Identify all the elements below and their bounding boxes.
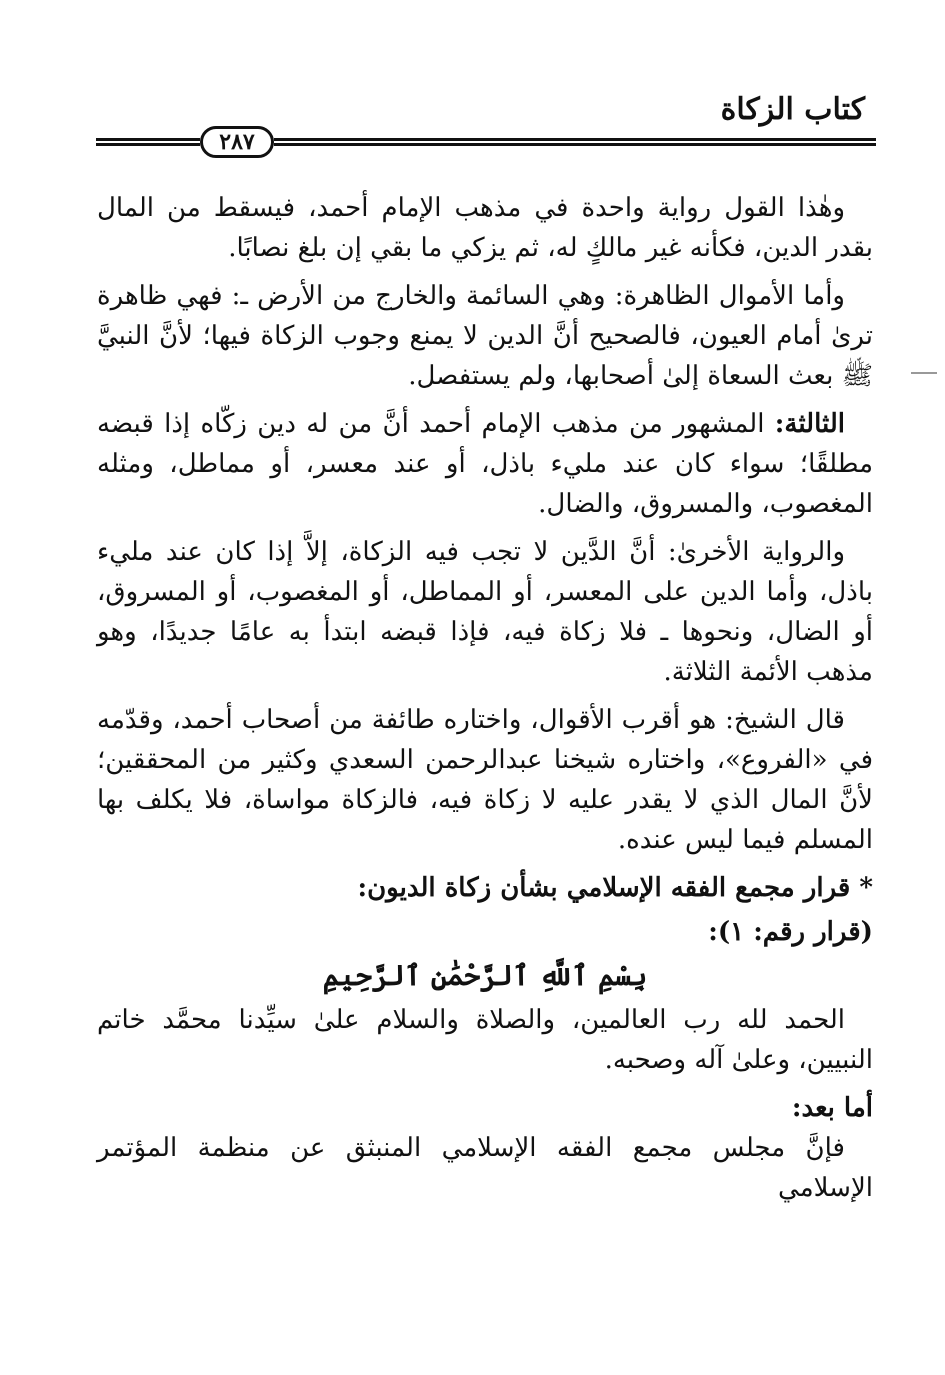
praise-paragraph — [97, 1000, 873, 1080]
paragraph-4 — [97, 532, 873, 692]
paragraph-3 — [97, 404, 873, 524]
page-number: ٢٨٧ — [200, 126, 274, 158]
paragraph-text: وهٰذا القول رواية واحدة في مذهب الإمام أحمد، فيسقط من المال بقدر الدين، فكأنه غير مالكٍ له، ثم يزكي ما بقي إن بلغ نصابًا. — [97, 193, 873, 263]
page-body — [97, 188, 873, 1216]
paragraph-1 — [97, 188, 873, 268]
paragraph-text: المشهور من مذهب الإمام أحمد أنَّ من له دين زكّاه إذا قبضه مطلقًا؛ سواء كان عند مليء باذل، أو عند معسر، أو مماطل، ومثله المغصوب، والمسروق، والضال. — [97, 409, 873, 519]
paragraph-text: فإنَّ مجلس مجمع الفقه الإسلامي المنبثق عن منظمة المؤتمر الإسلامي — [97, 1133, 873, 1203]
closing-paragraph — [97, 1128, 873, 1208]
amma-baad: أما بعد: — [791, 1093, 873, 1123]
basmala: بِسْمِ ٱللَّهِ ٱلرَّحْمَٰنِ ٱلرَّحِيمِ — [322, 959, 648, 992]
paragraph-text: الحمد لله رب العالمين، والصلاة والسلام علىٰ سيِّدنا محمَّد خاتم النبيين، وعلىٰ آله وصحبه. — [97, 1005, 873, 1075]
paragraph-lead: الثالثة: — [774, 409, 845, 439]
decision-number: (قرار رقم: ١): — [708, 917, 873, 947]
section-heading: * قرار مجمع الفقه الإسلامي بشأن زكاة الديون: — [357, 873, 873, 903]
header-rule-left — [96, 138, 200, 146]
header-rule — [96, 126, 876, 162]
header-rule-right — [274, 138, 876, 146]
paragraph-text: قال الشيخ: هو أقرب الأقوال، واختاره طائفة من أصحاب أحمد، وقدّمه في «الفروع»، واختاره شيخنا عبدالرحمن السعدي وكثير من المحققين؛ لأنَّ المال الذي لا يقدر عليه لا زكاة فيه، فالزكاة مواساة، فلا يكلف بها المسلم فيما ليس عنده. — [97, 705, 873, 855]
paragraph-text: والرواية الأخرىٰ: أنَّ الدَّين لا تجب فيه الزكاة، إلاَّ إذا كان عند مليء باذل، وأما الدين على المعسر، أو المماطل، أو المغصوب، أو المسروق، أو الضال، ونحوها ـ فلا زكاة فيه، فإذا قبضه ابتدأ به عامًا جديدًا، وهو مذهب الأئمة الثلاثة. — [97, 537, 873, 687]
paragraph-5 — [97, 700, 873, 860]
margin-mark — [911, 372, 937, 374]
paragraph-2 — [97, 276, 873, 396]
paragraph-text: وأما الأموال الظاهرة: وهي السائمة والخارج من الأرض ـ: فهي ظاهرة ترىٰ أمام العيون، فالصحيح أنَّ الدين لا يمنع وجوب الزكاة فيها؛ لأنَّ النبيَّ ﷺ بعث السعاة إلىٰ أصحابها، ولم يستفصل. — [97, 281, 873, 391]
book-title: كتاب الزكاة — [720, 92, 865, 127]
